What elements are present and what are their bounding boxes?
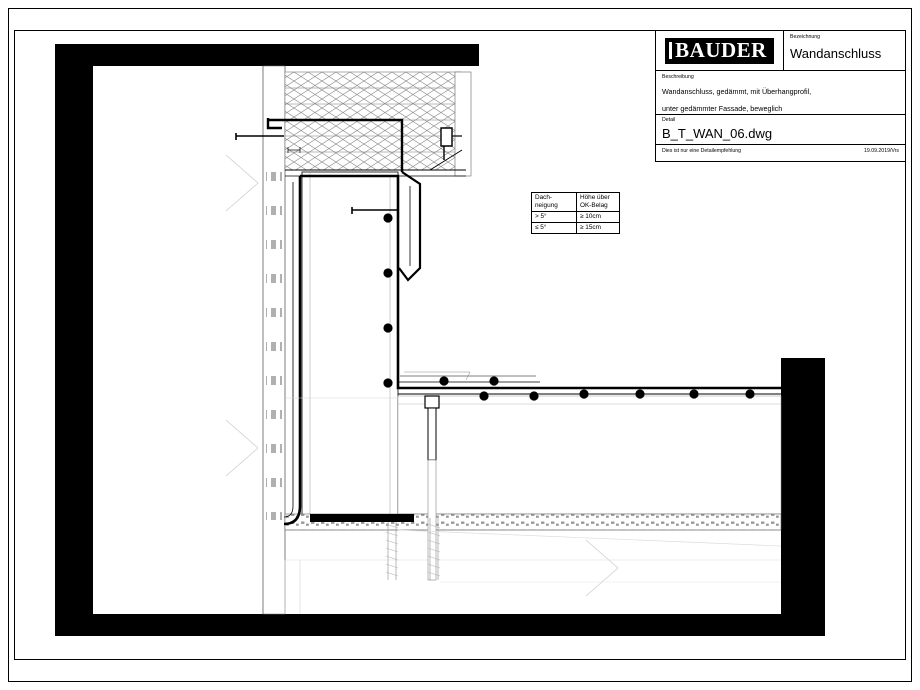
footer-date: 19.09.2019/Vrs: [864, 148, 899, 154]
header-slope-line2: neigung: [535, 202, 558, 209]
bauder-logo-text: BAUDER: [675, 37, 767, 62]
header-height-line2: OK-Belag: [580, 202, 608, 209]
cell-slope-2: ≤ 5°: [532, 223, 577, 234]
header-cell-slope: [532, 193, 577, 212]
cell-slope-1: > 5°: [532, 212, 577, 223]
description-row: [656, 71, 905, 115]
detail-label: Detail: [662, 117, 676, 123]
cell-height-1: ≥ 10cm: [577, 212, 620, 223]
header-slope-line1: Dach-: [535, 194, 553, 201]
table-row: [532, 223, 620, 234]
description-line-2: unter gedämmter Fassade, beweglich: [662, 104, 783, 113]
table-header-row: [532, 193, 620, 212]
title-block-header-row: [656, 31, 905, 71]
title-block-footer-row: [656, 145, 905, 162]
cell-height-2: ≥ 15cm: [577, 223, 620, 234]
description-line-1: Wandanschluss, gedämmt, mit Überhangprofil,: [662, 87, 812, 96]
description-label: Beschreibung: [662, 74, 694, 80]
designation-value: Wandanschluss: [790, 46, 882, 61]
detail-filename: B_T_WAN_06.dwg: [662, 126, 773, 141]
slope-requirements-table: [531, 192, 620, 234]
header-height-line1: Höhe über: [580, 194, 610, 201]
logo-bar-icon: [669, 42, 672, 59]
footer-note: Dies ist nur eine Detailempfehlung: [662, 148, 742, 154]
header-cell-height: [577, 193, 620, 212]
table-row: [532, 212, 620, 223]
designation-cell: [784, 31, 905, 70]
detail-row: [656, 115, 905, 145]
title-block: [655, 31, 905, 162]
bauder-logo: [665, 38, 774, 64]
bauder-logo-cell: [656, 31, 784, 70]
designation-label: Bezeichnung: [790, 34, 820, 40]
